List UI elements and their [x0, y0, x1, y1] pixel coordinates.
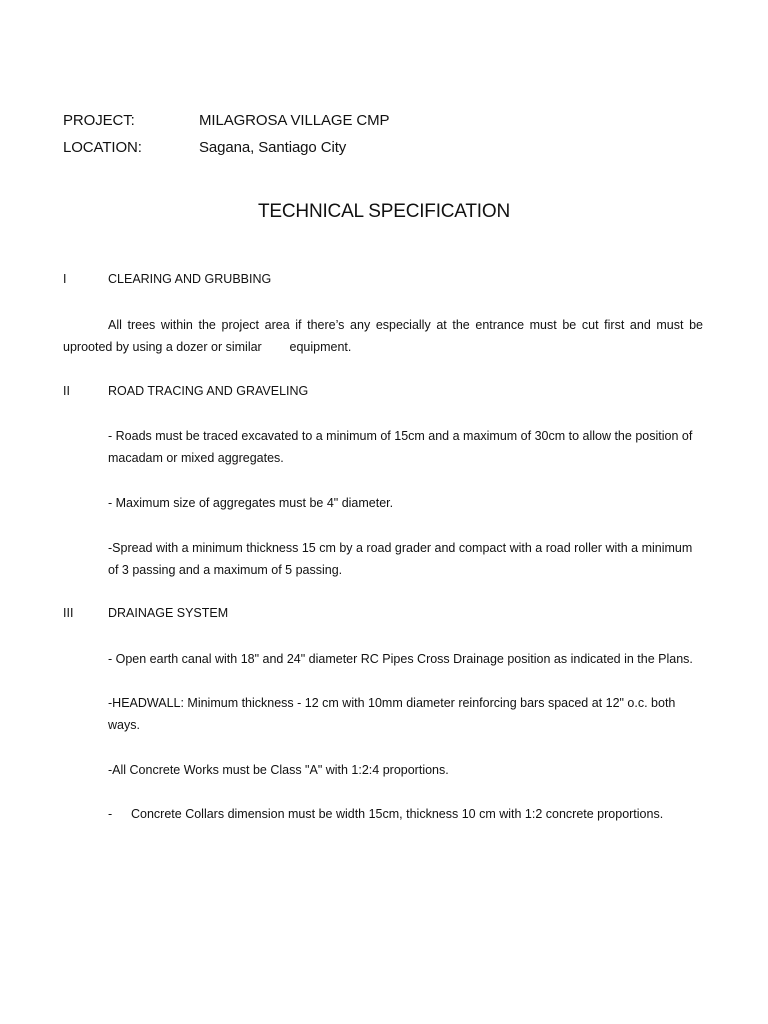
section-paragraph: - Maximum size of aggregates must be 4" diameter.	[108, 496, 394, 510]
section-paragraph: - Roads must be traced excavated to a minimum of 15cm and a maximum of 30cm to allow the position of macadam or mixed aggregates.	[108, 429, 693, 465]
project-value: MILAGROSA VILLAGE CMP	[199, 112, 390, 129]
project-label: PROJECT:	[63, 112, 135, 129]
section-title: ROAD TRACING AND GRAVELING	[108, 384, 309, 398]
document-title: TECHNICAL SPECIFICATION	[258, 201, 510, 222]
section-title: CLEARING AND GRUBBING	[108, 272, 272, 286]
section-title: DRAINAGE SYSTEM	[108, 606, 229, 620]
location-label: LOCATION:	[63, 139, 142, 156]
section-paragraph: All trees within the project area if there’s any especially at the entrance must be cut first and must be uprooted by using a dozer or similar equipment.	[63, 318, 707, 354]
section-number: II	[63, 384, 70, 398]
section-paragraph: -All Concrete Works must be Class "A" with 1:2:4 proportions.	[108, 763, 449, 777]
section-paragraph: -HEADWALL: Minimum thickness - 12 cm with 10mm diameter reinforcing bars spaced at 12" o.c. both ways.	[108, 696, 676, 732]
section-number: III	[63, 606, 74, 620]
bullet-dash: -	[108, 807, 113, 821]
section-paragraph: -Spread with a minimum thickness 15 cm by a road grader and compact with a road roller with a minimum of 3 passing and a maximum of 5 passing.	[108, 541, 693, 577]
bullet-text: Concrete Collars dimension must be width 15cm, thickness 10 cm with 1:2 concrete proportions.	[131, 807, 664, 821]
section-paragraph: - Open earth canal with 18" and 24" diameter RC Pipes Cross Drainage position as indicated in the Plans.	[108, 652, 693, 666]
location-value: Sagana, Santiago City	[199, 139, 347, 156]
section-number: I	[63, 272, 67, 286]
